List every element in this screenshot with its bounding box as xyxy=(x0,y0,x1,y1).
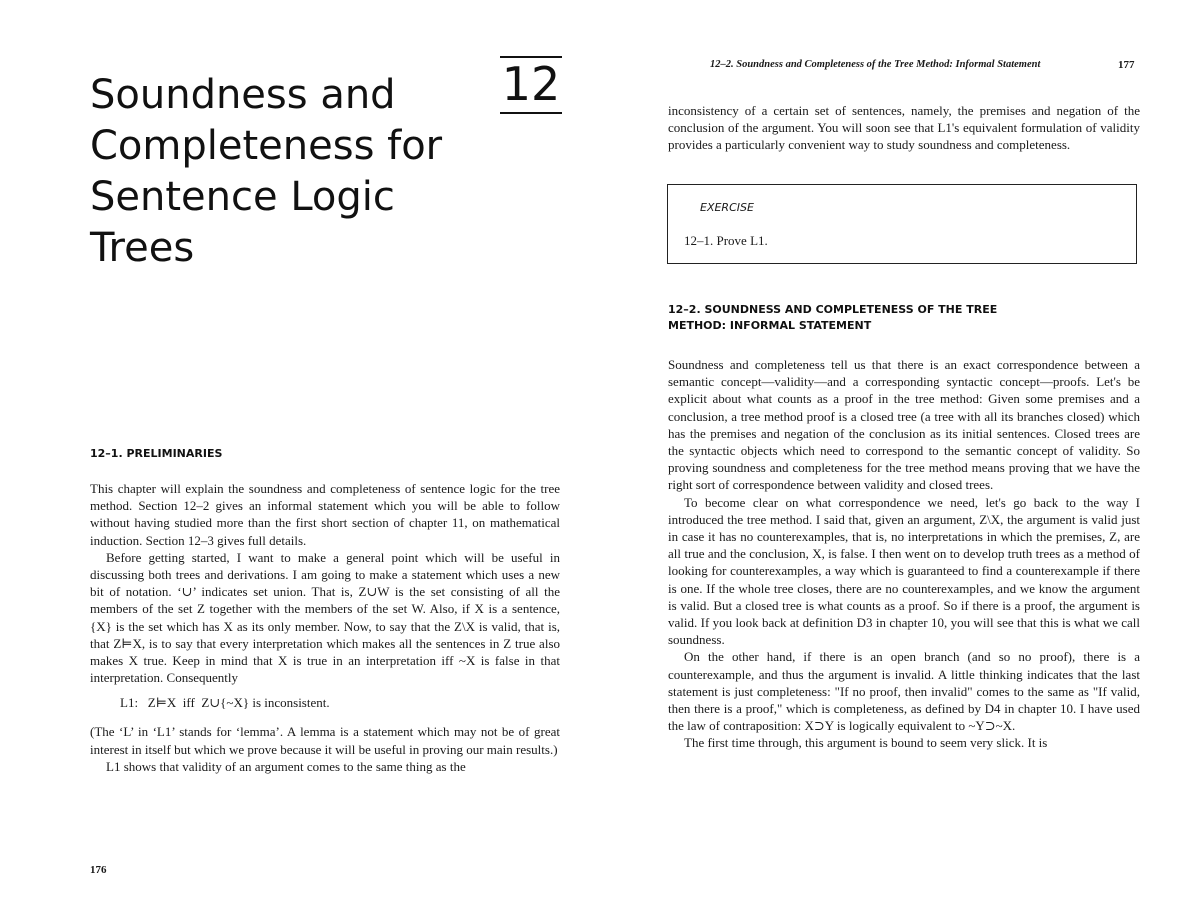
section-heading-line: 12–2. SOUNDNESS AND COMPLETENESS OF THE TREE xyxy=(668,303,998,316)
exercise-label: EXERCISE xyxy=(700,201,754,214)
paragraph: Before getting started, I want to make a general point which will be useful in discussing both trees and derivations. I am going to make a statement which uses a new bit of notation. ‘∪’ indicates set union. That is, Z∪W is the set consisting of all the members of the set Z together with the members of the set W. Also, if X is a sentence, {X} is the set which has X as its only member. Now, to say that the Z\X is valid, that is, that Z⊨X, is to say that every interpretation which makes all the sentences in Z true also makes X true. Keep in mind that X is true in an interpretation iff ~X is false in that interpretation. Consequently xyxy=(90,549,560,686)
left-body-text xyxy=(90,480,560,775)
section-heading-soundness xyxy=(668,302,1028,334)
right-body-text xyxy=(668,356,1140,752)
section-heading-preliminaries: 12–1. PRELIMINARIES xyxy=(90,447,223,460)
running-head: 12–2. Soundness and Completeness of the Tree Method: Informal Statement xyxy=(710,59,1041,70)
chapter-number: 12 xyxy=(500,56,562,114)
chapter-title-line: Completeness for xyxy=(90,123,443,169)
paragraph: inconsistency of a certain set of sentences, namely, the premises and negation of the conclusion of the argument. You will soon see that L1's equivalent formulation of validity provides a particularly convenient way to study soundness and completeness. xyxy=(668,103,1140,153)
paragraph: This chapter will explain the soundness and completeness of sentence logic for the tree method. Section 12–2 gives an informal statement which you will be able to follow without having studied more than the first short section of chapter 11, on mathematical induction. Section 12–3 gives full details. xyxy=(90,481,560,548)
page-number: 177 xyxy=(1118,59,1135,71)
paragraph: The first time through, this argument is bound to seem very slick. It is xyxy=(684,735,1048,751)
paragraph: L1 shows that validity of an argument comes to the same thing as the xyxy=(106,758,466,774)
chapter-title-line: Soundness and xyxy=(90,72,396,118)
chapter-title-line: Sentence Logic Trees xyxy=(90,174,395,271)
paragraph: On the other hand, if there is an open branch (and so no proof), there is a counterexample, and thus the argument is invalid. A little thinking indicates that the last statement is just completeness: "If no proof, then invalid" comes to the same as "If valid, then there is a proof," which is completeness, as defined by D4 in chapter 10. I have used the law of contraposition: X⊃Y is logically equivalent to ~Y⊃~X. xyxy=(668,649,1140,734)
paragraph: To become clear on what correspondence we need, let's go back to the way I introduced the tree method. I said that, given an argument, Z\X, the argument is valid just in case it has no counterexamples, that is, no interpretations in which the premises, Z, are all true and the conclusion, X, is false. I then went on to develop truth trees as a method of looking for counterexamples, a way which is guaranteed to find a counterexample if there is one. If the whole tree closes, there are no counterexamples, and we know the argument is valid. But a closed tree is what counts as a proof. So if there is a proof, the argument is valid. If you look back at definition D3 in chapter 10, you will see that this is what we call soundness. xyxy=(668,494,1140,648)
exercise-box xyxy=(667,184,1137,264)
section-heading-line: METHOD: INFORMAL STATEMENT xyxy=(668,319,872,332)
lemma-formula: L1: Z⊨X iff Z∪{~X} is inconsistent. xyxy=(120,695,330,711)
chapter-title xyxy=(90,70,510,274)
paragraph: (The ‘L’ in ‘L1’ stands for ‘lemma’. A lemma is a statement which may not be of great interest in itself but which we prove because it will be useful in proving our main results.) xyxy=(90,724,560,757)
exercise-item: 12–1. Prove L1. xyxy=(684,233,768,248)
paragraph: Soundness and completeness tell us that there is an exact correspondence between a semantic concept—validity—and a corresponding syntactic concept—proofs. Let's be explicit about what counts as a proof in the tree method: Given some premises and a conclusion, a tree method proof is a closed tree (a tree with all its branches closed) which has the premises and negation of the conclusion as its initial sentences. Closed trees are the syntactic objects which need to correspond to the semantic concept of validity. So proving soundness and completeness for the tree method means proving that we have the right sort of correspondence between validity and closed trees. xyxy=(668,357,1140,493)
page-number: 176 xyxy=(90,864,107,876)
right-page xyxy=(600,0,1200,915)
